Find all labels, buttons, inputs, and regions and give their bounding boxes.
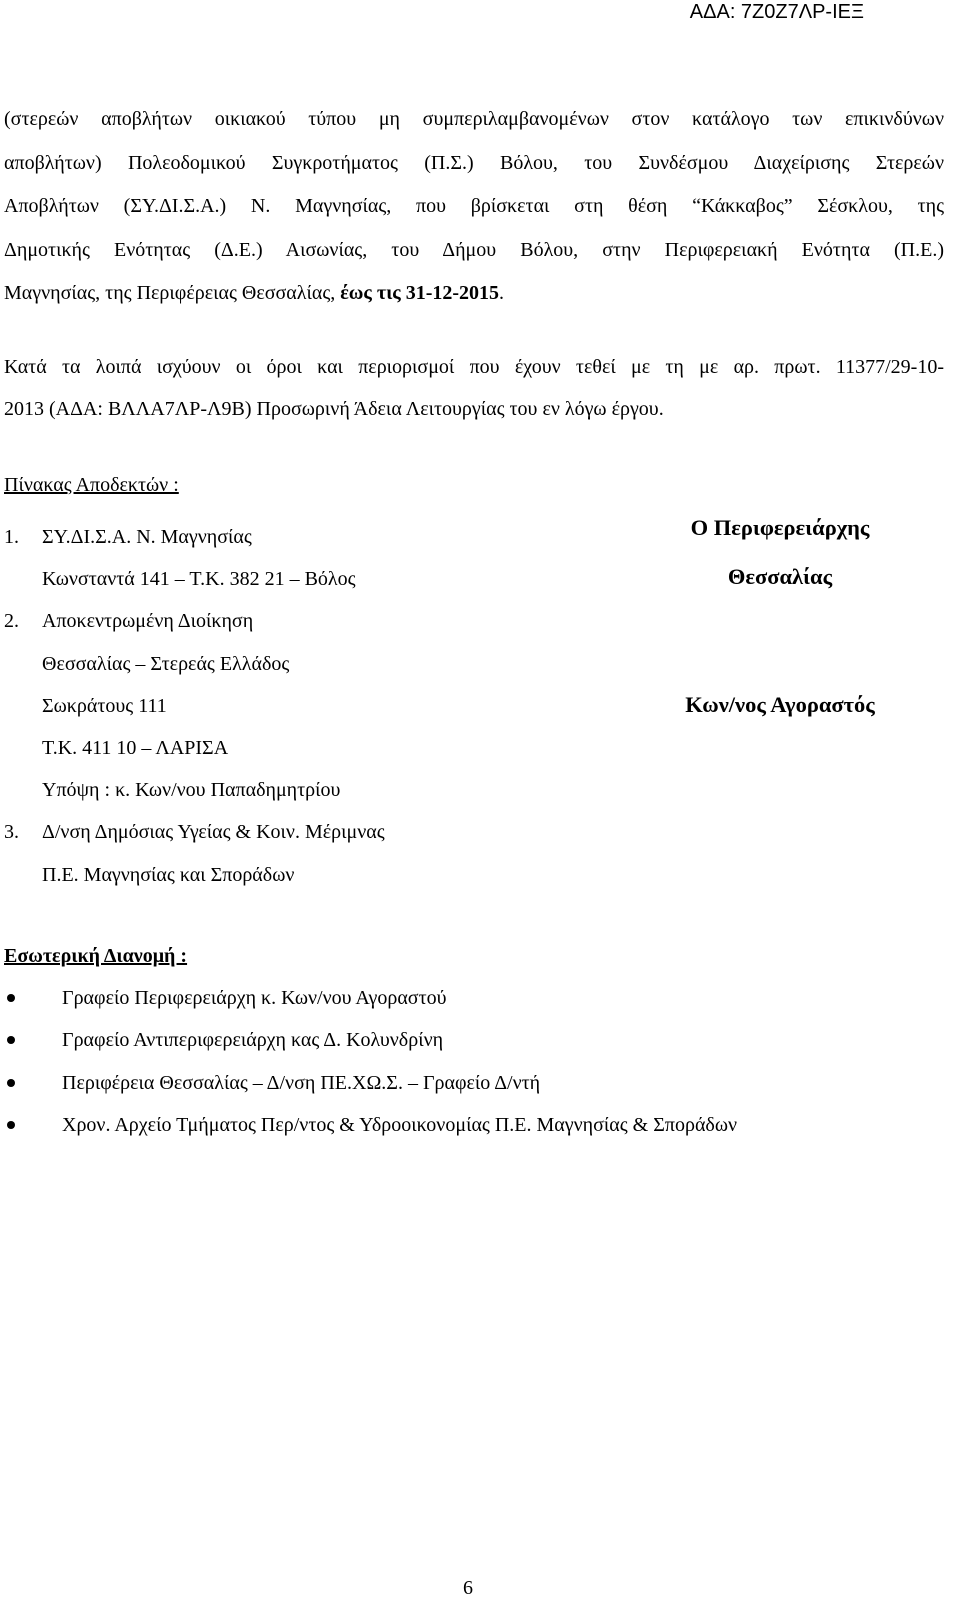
paragraph-line: αποβλήτων) Πολεοδομικού Συγκροτήματος (Π.Σ.) Βόλου, του Συνδέσμου Διαχείρισης Στερεών <box>4 151 944 174</box>
recipient-address: Π.Ε. Μαγνησίας και Σποράδων <box>42 863 295 886</box>
recipient-number: 3. <box>4 821 19 844</box>
recipient-name: Δ/νση Δημόσιας Υγείας & Κοιν. Μέριμνας <box>42 821 385 844</box>
signature-region: Θεσσαλίας <box>727 564 833 589</box>
internal-distribution-heading: Εσωτερική Διανομή : <box>4 945 188 967</box>
paragraph-line: (στερεών αποβλήτων οικιακού τύπου μη συμπεριλαμβανομένων στον κατάλογο των επικινδύνων <box>4 108 944 130</box>
list-item <box>0 1028 737 1070</box>
paragraph-line: Αποβλήτων (ΣΥ.ΔΙ.Σ.Α.) Ν. Μαγνησίας, που βρίσκεται στη θέση “Κάκκαβος” Σέσκλου, της <box>4 195 944 218</box>
recipient-address: Σωκράτους 111 <box>42 694 167 717</box>
recipient-first-line <box>4 811 464 853</box>
recipient-item <box>4 811 464 895</box>
recipient-address: Θεσσαλίας – Στερεάς Ελλάδος <box>42 652 290 675</box>
bullet-icon <box>7 994 15 1002</box>
recipient-first-line <box>4 600 464 642</box>
ada-code: ΑΔΑ: 7Ζ0Ζ7ΛΡ-ΙΕΞ <box>689 1 864 23</box>
deadline-date: έως τις 31-12-2015 <box>340 282 500 305</box>
paragraph-text: Μαγνησίας, της Περιφέρειας Θεσσαλίας, <box>4 282 341 305</box>
list-item-text: Περιφέρεια Θεσσαλίας – Δ/νση ΠΕ.ΧΩ.Σ. – Γραφείο Δ/ντή <box>62 1071 541 1094</box>
paragraph-duration <box>4 98 944 316</box>
list-item-text: Γραφείο Αντιπεριφερειάρχη κας Δ. Κολυνδρίνη <box>62 1029 444 1052</box>
recipient-item <box>4 516 464 600</box>
bullet-icon <box>7 1121 15 1129</box>
signature-name: Κων/νος Αγοραστός <box>685 692 875 717</box>
recipient-name: Αποκεντρωμένη Διοίκηση <box>42 610 254 633</box>
recipient-item <box>4 600 464 811</box>
bullet-icon <box>7 1036 15 1044</box>
paragraph-line: Κατά τα λοιπά ισχύουν οι όροι και περιορισμοί που έχουν τεθεί με τη με αρ. πρωτ. 11377/29-10- <box>4 356 944 378</box>
recipient-number: 1. <box>4 526 19 548</box>
list-item-text: Χρον. Αρχείο Τμήματος Περ/ντος & Υδροοικονομίας Π.Ε. Μαγνησίας & Σποράδων <box>62 1114 738 1137</box>
recipients-list <box>4 516 464 896</box>
internal-distribution-list <box>0 986 737 1156</box>
recipient-address: Τ.Κ. 411 10 – ΛΑΡΙΣΑ <box>42 737 229 760</box>
list-item <box>0 986 737 1028</box>
list-item <box>0 1113 737 1155</box>
recipient-attention: Υπόψη : κ. Κων/νου Παπαδημητρίου <box>42 779 341 802</box>
page-number: 6 <box>463 1577 473 1599</box>
paragraph-line: 2013 (ΑΔΑ: ΒΛΛΑ7ΛΡ-Λ9Β) Προσωρινή Άδεια Λειτουργίας του εν λόγω έργου. <box>4 398 664 420</box>
paragraph-terms <box>4 346 944 430</box>
recipient-name: ΣΥ.ΔΙ.Σ.Α. Ν. Μαγνησίας <box>42 526 252 548</box>
paragraph-last-line <box>4 272 944 316</box>
bullet-icon <box>7 1079 15 1087</box>
paragraph-line: Δημοτικής Ενότητας (Δ.Ε.) Αισωνίας, του Δήμου Βόλου, στην Περιφερειακή Ενότητα (Π.Ε.) <box>4 238 944 261</box>
list-item-text: Γραφείο Περιφερειάρχη κ. Κων/νου Αγοραστού <box>62 987 447 1009</box>
signature-title: Ο Περιφερειάρχης <box>690 515 870 540</box>
list-item <box>0 1071 737 1113</box>
recipient-number: 2. <box>4 610 19 633</box>
recipient-first-line <box>4 516 464 558</box>
recipient-address: Κωνσταντά 141 – Τ.Κ. 382 21 – Βόλος <box>42 568 356 591</box>
paragraph-end: . <box>499 282 505 305</box>
recipients-heading: Πίνακας Αποδεκτών : <box>4 474 179 496</box>
